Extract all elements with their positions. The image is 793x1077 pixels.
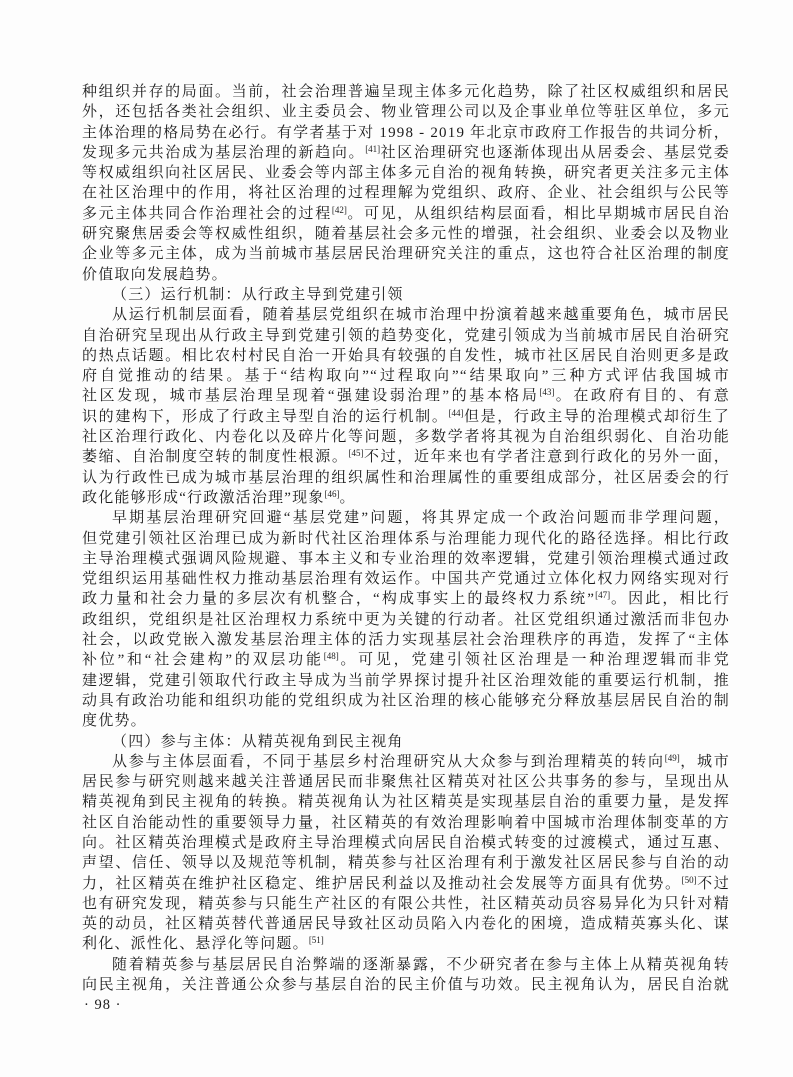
text-line: 社区治理行政化、内卷化以及碎片化等问题，多数学者将其视为自治组织弱化、自治功能	[82, 429, 730, 446]
text-line: 英的动员，社区精英替代普通居民导致社区动员陷入内卷化的困境，造成精英寡头化、谋	[82, 916, 730, 933]
text-line: 建逻辑，党建引领取代行政主导成为当前学界探讨提升社区治理效能的重要运行机制，推	[82, 672, 730, 689]
citation-ref: [50]	[681, 874, 697, 885]
text-line: 在社区治理中的作用，将社区治理的过程理解为党组织、政府、企业、社会组织与公民等	[82, 185, 730, 202]
citation-ref: [49]	[664, 752, 680, 763]
citation-ref: [51]	[308, 935, 324, 946]
text-line: 从运行机制层面看，随着基层党组织在城市治理中扮演着越来越重要角色，城市居民	[112, 307, 730, 324]
citation-ref: [42]	[331, 204, 347, 215]
text-line: 力，社区精英在维护社区稳定、维护居民利益以及推动社会发展等方面具有优势。[50]不过	[82, 874, 730, 892]
paragraph	[82, 508, 730, 731]
text-line: 种组织并存的局面。当前，社会治理普遍呈现主体多元化趋势，除了社区权威组织和居民	[82, 84, 730, 100]
text-line: 政化能够形成“行政激活治理”现象[46]。	[82, 488, 356, 506]
text-line: 利化、派性化、悬浮化等问题。[51]	[82, 935, 324, 953]
text-line: 多元主体共同合作治理社会的过程[42]。可见，从组织结构层面看，相比早期城市居民自治	[82, 204, 730, 222]
text-line: 动具有政治功能和组织功能的党组织成为社区治理的核心能够充分释放基层居民自治的制	[82, 692, 730, 709]
text-line: 的热点话题。相比农村村民自治一开始具有较强的自发性，城市社区居民自治则更多是政	[82, 347, 730, 364]
paragraph	[82, 82, 730, 285]
text-line: 随着精英参与基层居民自治弊端的逐渐暴露，不少研究者在参与主体上从精英视角转	[112, 956, 730, 973]
page-number: · 98 ·	[84, 997, 122, 1013]
citation-ref: [44]	[448, 407, 464, 418]
text-line: 府自觉推动的结果。基于“结构取向”“过程取向”“结果取向”三种方式评估我国城市	[82, 368, 730, 385]
section-heading: （三）运行机制：从行政主导到党建引领	[112, 286, 404, 303]
citation-ref: [43]	[539, 387, 555, 398]
text-line: 外，还包括各类社会组织、业主委员会、物业管理公司以及企事业单位等驻区单位，多元	[82, 104, 730, 121]
text-line: 主体治理的格局势在必行。有学者基于对 1998 - 2019 年北京市政府工作报告的共词分析，	[82, 124, 730, 141]
text-line: 发现多元共治成为基层治理的新趋向。[41]社区治理研究也逐渐体现出从居委会、基层党委	[82, 143, 730, 161]
text-line: 声望、信任、领导以及规范等机制，精英参与社区治理有利于激发社区居民参与自治的动	[82, 855, 730, 872]
text-line: 主导治理模式强调风险规避、事本主义和专业治理的效率逻辑，党建引领治理模式通过政	[82, 550, 730, 567]
article-text-column	[82, 82, 730, 995]
text-line: 社区自治能动性的重要领导力量，社区精英的有效治理影响着中国城市治理体制变革的方	[82, 814, 730, 831]
text-line: 政组织，党组织是社区治理权力系统中更为关键的行动者。社区党组织通过激活而非包办	[82, 611, 730, 628]
paragraph	[82, 305, 730, 508]
citation-ref: [41]	[365, 143, 381, 154]
text-line: 精英视角到民主视角的转换。精英视角认为社区精英是实现基层自治的重要力量，是发挥	[82, 794, 730, 811]
paragraph	[82, 752, 730, 955]
citation-ref: [45]	[348, 448, 364, 459]
text-line: 价值取向发展趋势。	[82, 266, 228, 283]
text-line: 认为行政性已成为城市基层治理的组织属性和治理属性的重要组成部分，社区居委会的行	[82, 469, 730, 486]
text-line: 社会，以政党嵌入激发基层治理主体的活力实现基层社会治理秩序的再造，发挥了“主体	[82, 632, 730, 649]
text-line: 党组织运用基础性权力推动基层治理有效运作。中国共产党通过立体化权力网络实现对行	[82, 571, 730, 588]
text-line: 识的建构下，形成了行政主导型自治的运行机制。[44]但是，行政主导的治理模式却衍生了	[82, 407, 730, 425]
text-line: 居民参与研究则越来越关注普通居民而非聚焦社区精英对社区公共事务的参与，呈现出从	[82, 774, 730, 791]
text-line: 自治研究呈现出从行政主导到党建引领的趋势变化，党建引领成为当前城市居民自治研究	[82, 327, 730, 344]
text-line: 研究聚焦居委会等权威性组织，随着基层社会多元性的增强，社会组织、业委会以及物业	[82, 226, 730, 243]
text-line: 向民主视角，关注普通公众参与基层自治的民主价值与功效。民主视角认为，居民自治就	[82, 977, 730, 994]
text-line: 但党建引领社区治理已成为新时代社区治理体系与治理能力现代化的路径选择。相比行政	[82, 530, 730, 547]
text-line: 企业等多元主体，成为当前城市基层居民治理研究关注的重点，这也符合社区治理的制度	[82, 246, 730, 263]
text-line: 补位”和“社会建构”的双层功能[48]。可见，党建引领社区治理是一种治理逻辑而非党	[82, 651, 730, 669]
text-line: 等权威组织向社区居民、业委会等内部主体多元自治的视角转换，研究者更关注多元主体	[82, 165, 730, 182]
text-line: 向。社区精英治理模式是政府主导治理模式向居民自治模式转变的过渡模式，通过互惠、	[82, 834, 730, 851]
text-line: 从参与主体层面看，不同于基层乡村治理研究从大众参与到治理精英的转向[49]，城市	[112, 752, 730, 770]
text-line: 社区发现，城市基层治理呈现着“强建设弱治理”的基本格局[43]。在政府有目的、有意	[82, 387, 730, 405]
section-heading: （四）参与主体：从精英视角到民主视角	[112, 733, 404, 750]
citation-ref: [46]	[324, 488, 340, 499]
citation-ref: [47]	[595, 590, 611, 601]
text-line: 早期基层治理研究回避“基层党建”问题，将其界定成一个政治问题而非学理问题，	[112, 510, 730, 527]
text-line: 也有研究发现，精英参与只能生产社区的有限公共性，社区精英动员容易异化为只针对精	[82, 895, 730, 912]
citation-ref: [48]	[323, 651, 339, 662]
text-line: 度优势。	[82, 713, 147, 730]
text-line: 政力量和社会力量的多层次有机整合，“构成事实上的最终权力系统”[47]。因此，相比行	[82, 590, 730, 608]
text-line: 萎缩、自治制度空转的制度性根源。[45]不过，近年来也有学者注意到行政化的另外一面，	[82, 448, 730, 466]
paragraph	[82, 955, 730, 996]
